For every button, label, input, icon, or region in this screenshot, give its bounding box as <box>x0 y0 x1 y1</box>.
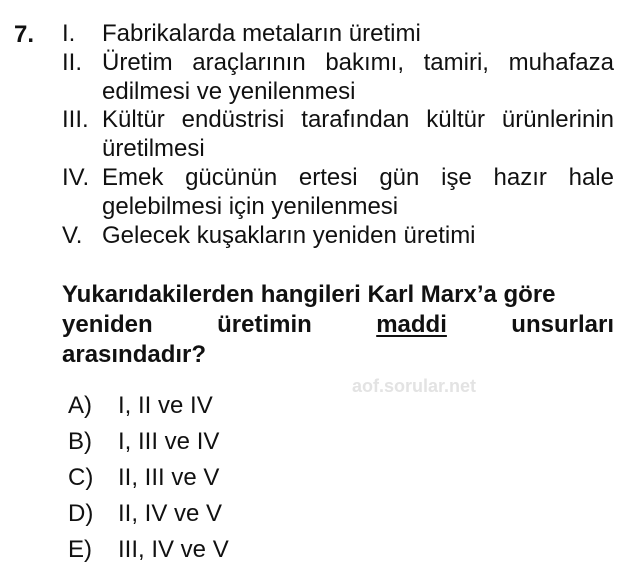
underlined-keyword: maddi <box>376 311 447 338</box>
statement-numeral: I. <box>62 20 76 47</box>
stem-line-2 <box>62 310 614 340</box>
statement-item <box>62 49 614 107</box>
stem-line-1: Yukarıdakilerden hangileri Karl Marx’a göre <box>62 281 556 308</box>
statement-item <box>62 222 614 251</box>
statement-text: Fabrikalarda metaların üretimi <box>102 20 421 47</box>
statement-text: Emek gücünün ertesi gün işe hazır hale gelebilmesi için yenilenmesi <box>102 163 614 220</box>
option-text: I, II ve IV <box>118 392 213 419</box>
stem-word: yeniden <box>62 311 153 338</box>
statement-text: Gelecek kuşakların yeniden üretimi <box>102 221 476 249</box>
watermark-center: aof.sorular.net <box>352 376 477 396</box>
statement-numeral: III. <box>62 106 89 134</box>
option-text: III, IV ve V <box>118 536 229 563</box>
option-text: I, III ve IV <box>118 428 220 455</box>
statement-text: Üretim araçlarının bakımı, tamiri, muhafaza edilmesi ve yenilenmesi <box>102 48 614 105</box>
statement-numeral: V. <box>62 221 83 249</box>
option-label: D) <box>68 500 94 527</box>
stem-word: unsurları <box>511 311 614 338</box>
stem-word: üretimin <box>217 311 312 338</box>
option-e[interactable] <box>68 532 229 568</box>
option-label: E) <box>68 536 92 563</box>
option-a[interactable] <box>68 388 229 424</box>
statement-list <box>62 20 614 250</box>
question-number: 7. <box>14 21 35 48</box>
statement-item <box>62 164 614 222</box>
option-b[interactable] <box>68 424 229 460</box>
statement-numeral: II. <box>62 48 83 76</box>
option-label: C) <box>68 464 94 491</box>
option-label: B) <box>68 428 92 455</box>
option-c[interactable] <box>68 460 229 496</box>
stem-line-3: arasındadır? <box>62 341 207 368</box>
option-d[interactable] <box>68 496 229 532</box>
statement-item <box>62 106 614 164</box>
option-label: A) <box>68 392 92 419</box>
statement-item <box>62 20 614 49</box>
answer-options <box>68 388 229 568</box>
question-stem <box>62 280 614 370</box>
statement-text: Kültür endüstrisi tarafından kültür ürünlerinin üretilmesi <box>102 106 614 163</box>
statement-numeral: IV. <box>62 163 90 191</box>
option-text: II, IV ve V <box>118 500 223 527</box>
option-text: II, III ve V <box>118 464 220 491</box>
